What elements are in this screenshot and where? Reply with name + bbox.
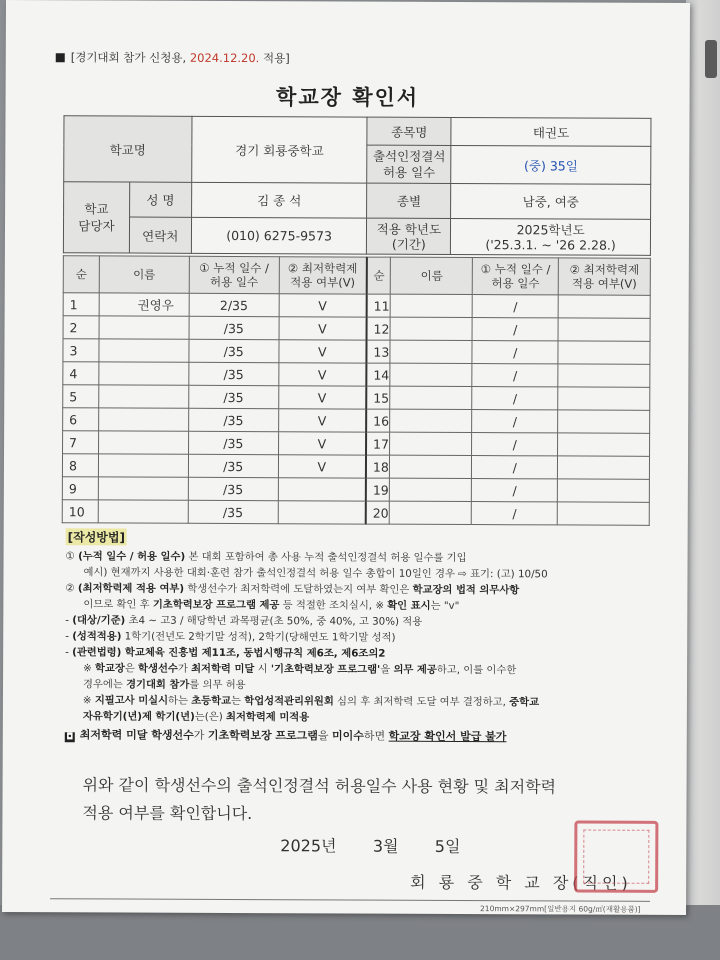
- row-number: 14: [366, 363, 390, 386]
- athlete-name: [99, 408, 189, 431]
- days-used: /: [472, 295, 558, 318]
- min-grade-check: V: [278, 455, 366, 478]
- year-value: 2025학년도 ('25.3.1. ~ '26 2.28.): [451, 218, 651, 255]
- seal-label: (직인): [572, 873, 632, 893]
- row-number: 1: [63, 293, 99, 316]
- days-used: /35: [188, 500, 278, 523]
- document-page: [2, 0, 690, 915]
- year-label: 적용 학년도 (기간): [367, 218, 451, 254]
- row-number: 15: [366, 386, 390, 409]
- days-used: /: [472, 502, 558, 525]
- row-number: 13: [366, 340, 390, 363]
- athlete-name: [390, 478, 472, 501]
- col-name: 이름: [99, 256, 189, 293]
- min-grade-check: [558, 364, 650, 387]
- row-number: 20: [366, 501, 390, 524]
- note-1: ① (누적 일수 / 허용 일수) 본 대회 포함하여 총 사용 누적 출석인정결석 허용 일수를 기입: [65, 550, 467, 565]
- confirm-statement: 위와 같이 학생선수의 출석인정결석 허용일수 사용 현황 및 최저학력 적용 여부를 확인합니다.: [82, 775, 557, 824]
- row-number: 7: [63, 431, 99, 454]
- col-min-2: ② 최저학력제 적용 여부(V): [558, 258, 650, 295]
- row-number: 11: [367, 294, 391, 317]
- row-number: 3: [63, 339, 99, 362]
- days-used: /35: [189, 316, 279, 339]
- col-name-2: 이름: [391, 257, 473, 294]
- min-grade-check: [558, 410, 650, 433]
- allow-label: 출석인정결석 허용 일수: [367, 145, 451, 183]
- school-label: 학교명: [64, 116, 192, 183]
- event-label: 종목명: [367, 117, 451, 145]
- col-days: ① 누적 일수 / 허용 일수: [189, 256, 279, 293]
- warning-icon: ◘: [66, 732, 74, 743]
- athlete-name: [99, 385, 189, 408]
- background-desk: [686, 0, 720, 960]
- days-used: /: [472, 364, 558, 387]
- min-grade-check: [557, 502, 649, 525]
- header-note: [경기대회 참가 신청용, 2024.12.20. 적용]: [56, 49, 290, 66]
- athlete-name: [390, 340, 472, 363]
- note-2-cont: 이므로 확인 후 기초학력보장 프로그램 제공 등 적절한 조치실시, ※ 확인 표시는 "v": [83, 598, 460, 612]
- row-number: 4: [63, 362, 99, 385]
- min-grade-check: V: [279, 294, 367, 317]
- name-label: 성 명: [129, 182, 191, 217]
- roster-table: [62, 255, 651, 526]
- square-bullet-icon: [56, 53, 65, 62]
- col-order-2: 순: [367, 257, 391, 294]
- athlete-name: 권영우: [99, 293, 189, 316]
- days-used: /35: [189, 385, 279, 408]
- remark-1-cont: 경우에는 경기대회 참가를 의무 허용: [82, 678, 246, 692]
- table-row: [62, 500, 649, 526]
- binder-clip: [705, 40, 717, 78]
- row-number: 17: [366, 432, 390, 455]
- min-grade-check: [558, 387, 650, 410]
- min-grade-check: V: [279, 317, 367, 340]
- bullet-grades: - (성적적용) 1학기(전년도 2학기말 성적), 2학기(당해연도 1학기말 성적): [65, 630, 396, 644]
- min-grade-check: [557, 479, 649, 502]
- athlete-name: [390, 409, 472, 432]
- athlete-name: [390, 363, 472, 386]
- table-row: [63, 362, 650, 388]
- athlete-name: [98, 500, 188, 523]
- min-grade-check: [278, 478, 366, 501]
- min-grade-check: V: [278, 409, 366, 432]
- contact-label: 연락처: [129, 217, 191, 253]
- days-used: /: [472, 433, 558, 456]
- days-used: /35: [188, 477, 278, 500]
- warning-line: ◘ 최저학력 미달 학생선수가 기초학력보장 프로그램을 미이수하면 학교장 확인서 발급 불가: [66, 728, 507, 744]
- min-grade-check: [558, 341, 650, 364]
- athlete-name: [98, 477, 188, 500]
- sign-date: 2025년 3월 5일: [280, 836, 461, 856]
- category-value: 남중, 여중: [451, 183, 651, 219]
- table-row: [63, 431, 650, 457]
- athlete-name: [390, 432, 472, 455]
- col-days-2: ① 누적 일수 / 허용 일수: [473, 258, 559, 295]
- header-date: 2024.12.20.: [189, 50, 260, 66]
- table-row: [63, 408, 650, 434]
- min-grade-check: V: [279, 340, 367, 363]
- footer-rule: [50, 898, 650, 902]
- days-used: /: [472, 341, 558, 364]
- days-used: /: [472, 318, 558, 341]
- athlete-name: [99, 339, 189, 362]
- table-row: [62, 477, 649, 503]
- row-number: 8: [62, 454, 98, 477]
- athlete-name: [99, 362, 189, 385]
- bullet-law: - (관련법령) 학교체육 진흥법 제11조, 동법시행규칙 제6조, 제6조의2: [65, 646, 386, 660]
- roster-header-row: [63, 256, 650, 296]
- min-grade-check: [278, 501, 366, 524]
- athlete-name: [98, 454, 188, 477]
- table-row: [63, 293, 650, 319]
- athlete-name: [390, 501, 472, 524]
- days-used: 2/35: [189, 293, 279, 316]
- row-number: 2: [63, 316, 99, 339]
- category-label: 종별: [367, 183, 451, 218]
- manager-label: 학교 담당자: [63, 182, 129, 253]
- min-grade-check: V: [278, 386, 366, 409]
- school-signature: 회 룡 중 학 교 장(직인): [410, 872, 632, 893]
- official-seal: [574, 820, 658, 892]
- remark-2: ※ 지필고사 미실시하는 초등학교는 학업성적관리위원회 심의 후 최저학력 도달 여부 결정하고, 중학교: [82, 694, 540, 709]
- row-number: 12: [367, 317, 391, 340]
- table-row: [63, 316, 650, 342]
- athlete-name: [99, 316, 189, 339]
- row-number: 16: [366, 409, 390, 432]
- table-row: [62, 454, 649, 480]
- days-used: /: [472, 387, 558, 410]
- note-1-example: 예시) 현재까지 사용한 대회·훈련 참가 출석인정결석 허용 일수 총합이 10일인 경우 ⇨ 표기: (고) 10/50: [83, 566, 548, 581]
- event-value: 태권도: [451, 117, 651, 146]
- athlete-name: [98, 431, 188, 454]
- remark-1: ※ 학교장은 학생선수가 최저학력 미달 시 '기초학력보장 프로그램'을 의무 제공하고, 이를 이수한: [83, 662, 517, 677]
- athlete-name: [390, 455, 472, 478]
- athlete-name: [390, 386, 472, 409]
- row-number: 18: [366, 455, 390, 478]
- method-title: [작성방법]: [66, 528, 127, 545]
- row-number: 6: [63, 408, 99, 431]
- row-number: 19: [366, 478, 390, 501]
- table-row: [63, 385, 650, 411]
- min-grade-check: V: [278, 363, 366, 386]
- row-number: 9: [62, 477, 98, 500]
- days-used: /35: [189, 362, 279, 385]
- bullet-target: - (대상/기준) 초4 ~ 고3 / 해당학년 과목평균(초 50%, 중 40%, 고 30%) 적용: [65, 614, 423, 628]
- row-number: 5: [63, 385, 99, 408]
- days-used: /35: [188, 454, 278, 477]
- remark-2-cont: 자유학기(년)제 학기(년)는(은) 최저학력제 미적용: [82, 710, 310, 724]
- days-used: /35: [188, 408, 278, 431]
- min-grade-check: [558, 318, 650, 341]
- page-title: 학교장 확인서: [276, 85, 420, 110]
- note-2: ② (최저학력제 적용 여부) 학생선수가 최저학력에 도달하였는지 여부 확인은 학교장의 법적 의무사항: [65, 582, 520, 597]
- min-grade-check: [558, 433, 650, 456]
- footer-spec: 210mm×297mm[일반용지 60g/㎡(재활용품)]: [480, 904, 641, 914]
- min-grade-check: V: [278, 432, 366, 455]
- info-table: [63, 115, 652, 256]
- days-used: /: [472, 456, 558, 479]
- athlete-name: [391, 294, 473, 317]
- allow-value: (중) 35일: [451, 145, 651, 184]
- athlete-name: [390, 317, 472, 340]
- instructions: [65, 548, 676, 746]
- row-number: 10: [62, 500, 98, 523]
- days-used: /: [472, 410, 558, 433]
- contact-value: (010) 6275-9573: [191, 217, 367, 254]
- days-used: /35: [189, 339, 279, 362]
- school-value: 경기 회룡중학교: [191, 116, 367, 183]
- col-min: ② 최저학력제 적용 여부(V): [279, 257, 367, 294]
- days-used: /: [472, 479, 558, 502]
- col-order: 순: [63, 256, 99, 293]
- min-grade-check: [558, 456, 650, 479]
- days-used: /35: [188, 431, 278, 454]
- min-grade-check: [558, 295, 650, 318]
- table-row: [63, 339, 650, 365]
- name-value: 김 종 석: [191, 182, 367, 218]
